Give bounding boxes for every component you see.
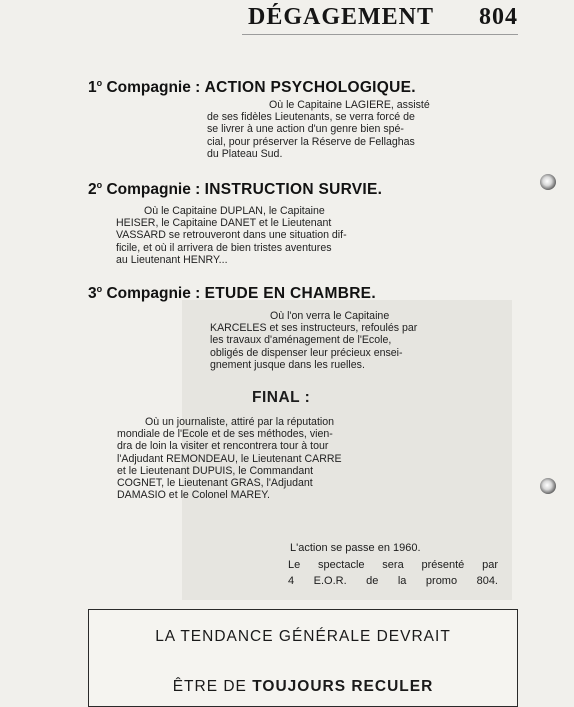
company-1-text: Où le Capitaine LAGIERE, assisté de ses fidèles Lieutenants, se verra forcé de se livrer à une action d'un genre bien spé- cial, pour préserver la Réserve de Fellaghas du Plateau Sud. xyxy=(207,99,430,160)
company-2-text: Où le Capitaine DUPLAN, le Capitaine HEISER, le Capitaine DANET et le Lieutenant VASSARD se retrouveront dans une situation dif- ficile, et où il arrivera de bien tristes aventures au Lieutenant HENRY... xyxy=(116,205,347,266)
title-rule xyxy=(242,34,518,35)
page-title xyxy=(248,4,518,31)
final-heading: FINAL : xyxy=(252,389,311,406)
motto-line-2: ÊTRE DE TOUJOURS RECULER xyxy=(172,678,434,695)
title-number: 804 xyxy=(479,4,518,30)
company-1-heading: 1$^o$ Compagnie : ACTION PSYCHOLOGIQUE. xyxy=(88,78,416,97)
company-subject: INSTRUCTION SURVIE. xyxy=(204,181,383,199)
title-word: DÉGAGEMENT xyxy=(248,4,435,30)
final-text: Où un journaliste, attiré par la réputation mondiale de l'Ecole et de ses méthodes, vien- dra de loin la visiter et rencontrera tour à tour l'Adjudant REMONDEAU, le Lieutenant CARRE et le Lieutenant DUPUIS, le Commandant COGNET, le Lieutenant GRAS, l'Adjudant DAMASIO et le Colonel MAREY. xyxy=(117,416,342,502)
company-label: Compagnie : xyxy=(106,79,201,97)
binder-hole-bottom xyxy=(540,478,556,494)
company-subject: ACTION PSYCHOLOGIQUE. xyxy=(204,79,416,97)
company-3-text: Où l'on verra le Capitaine KARCELES et ses instructeurs, refoulés par les travaux d'aménagement de l'Ecole, obligés de dispenser leur précieux ensei- gnement jusque dans les ruelles. xyxy=(210,310,418,371)
company-label: Compagnie : xyxy=(106,285,201,303)
company-2-heading: 2$^o$ Compagnie : INSTRUCTION SURVIE. xyxy=(88,180,383,199)
motto-line-1: LA TENDANCE GÉNÉRALE DEVRAIT xyxy=(155,628,451,645)
performance-note: L'action se passe en 1960. Le spectacle sera présenté par 4 E.O.R. de la promo 804. xyxy=(288,542,498,587)
company-3-heading: 3$^o$ Compagnie : ETUDE EN CHAMBRE. xyxy=(88,284,376,303)
motto-frame xyxy=(88,609,518,707)
company-subject: ETUDE EN CHAMBRE. xyxy=(204,285,376,303)
company-label: Compagnie : xyxy=(106,181,201,199)
binder-hole-top xyxy=(540,174,556,190)
